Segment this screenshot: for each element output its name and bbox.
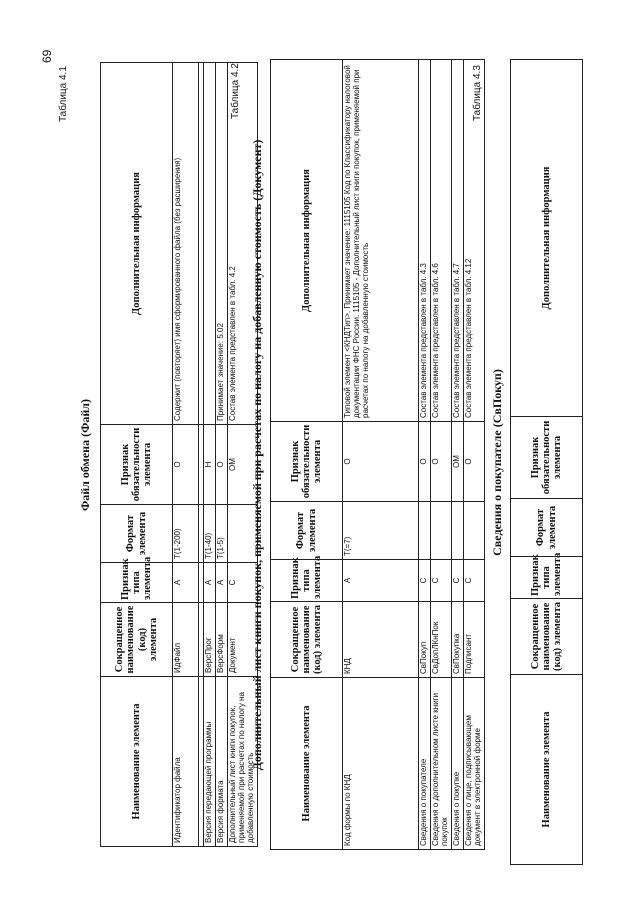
cell-name: Код формы по КНД	[343, 678, 419, 850]
header-element-format: Формат элемента	[271, 502, 343, 560]
cell-info	[204, 63, 216, 425]
table-header-row	[511, 60, 583, 865]
page-number: 69	[40, 49, 54, 63]
cell-name: Сведения о дополнительном листе книги покупок	[430, 678, 451, 850]
table-4-1-caption: Файл обмена (Файл)	[78, 398, 92, 512]
cell-type: С	[430, 560, 451, 602]
cell-required: О	[343, 422, 419, 502]
cell-code: КНД	[343, 602, 419, 678]
cell-required: О	[463, 422, 484, 502]
header-element-required: Признак обязательности элемента	[511, 417, 583, 499]
cell-type: С	[463, 560, 484, 602]
header-element-required: Признак обязательности элемента	[271, 422, 343, 502]
header-element-format: Формат элемента	[101, 505, 173, 563]
cell-type: А	[215, 563, 227, 603]
table-4-1	[100, 62, 258, 847]
header-element-format: Формат элемента	[511, 499, 583, 557]
cell-code: СвДопЛКнПок	[430, 602, 451, 678]
cell-required: О	[173, 425, 199, 505]
cell-format: Т(1-200)	[173, 505, 199, 563]
cell-type: С	[451, 560, 463, 602]
table-4-2-caption: Дополнительный лист книги покупок, применяемой при расчетах по налогу на добавленную стоимость (Документ)	[250, 139, 264, 771]
cell-name: Сведения о лице, подписывающем документ в электронной форме	[463, 678, 484, 850]
header-element-code: Сокращенное наименование (код) элемента	[511, 599, 583, 675]
cell-info: Типовой элемент <КНДТип>. Принимает значение: 1115105 Код по Классификатору налоговой документации ФНС России. 1115105 - Дополнительный лист книги покупок, применяемой при расчетах по налогу на добавленную стоимость	[343, 60, 419, 422]
header-additional-info: Дополнительная информация	[511, 60, 583, 417]
table-4-1-label: Таблица 4.1	[58, 66, 69, 122]
header-element-required: Признак обязательности элемента	[101, 425, 173, 505]
header-element-type: Признак типа элемента	[101, 563, 173, 603]
cell-name: Сведения о покупке	[451, 678, 463, 850]
header-element-type: Признак типа элемента	[511, 557, 583, 599]
table-row	[173, 63, 199, 847]
table-row	[204, 63, 216, 847]
cell-info: Состав элемента представлен в табл. 4.2	[227, 63, 257, 425]
cell-code: Подписант	[463, 602, 484, 678]
cell-type: С	[227, 563, 257, 603]
table-row	[463, 60, 484, 850]
cell-name: Дополнительный лист книги покупок, применяемой при расчетах по налогу на добавленную стоимость	[227, 677, 257, 847]
header-element-code: Сокращенное наименование (код) элемента	[101, 603, 173, 677]
table-row	[451, 60, 463, 850]
cell-required: ОМ	[227, 425, 257, 505]
cell-code: Документ	[227, 603, 257, 677]
cell-name: Версия передающей программы	[204, 677, 216, 847]
cell-code: СвПокуп	[419, 602, 431, 678]
header-additional-info: Дополнительная информация	[101, 63, 173, 425]
table-4-3-label: Таблица 4.3	[472, 65, 483, 121]
table-4-3-caption: Сведения о покупателе (СвПокуп)	[490, 369, 504, 556]
table-row	[343, 60, 419, 850]
cell-format	[463, 502, 484, 560]
cell-info: Состав элемента представлен в табл. 4.12	[463, 60, 484, 422]
cell-required: О	[430, 422, 451, 502]
cell-name: Идентификатор файла	[173, 677, 199, 847]
cell-code: ВерсФорм	[215, 603, 227, 677]
cell-format	[430, 502, 451, 560]
cell-required: Н	[204, 425, 216, 505]
cell-type: С	[419, 560, 431, 602]
table-header-row	[101, 63, 173, 847]
table-row	[215, 63, 227, 847]
cell-name: Сведения о покупателе	[419, 678, 431, 850]
cell-code: ВерсПрог	[204, 603, 216, 677]
cell-required: О	[215, 425, 227, 505]
header-element-type: Признак типа элемента	[271, 560, 343, 602]
cell-type: А	[204, 563, 216, 603]
table-header-row	[271, 60, 343, 850]
header-element-code: Сокращенное наименование (код) элемента	[271, 602, 343, 678]
cell-info: Содержит (повторяет) имя сформированного файла (без расширения)	[173, 63, 199, 425]
header-element-name: Наименование элемента	[271, 678, 343, 850]
table-row	[430, 60, 451, 850]
cell-name: Версия формата	[215, 677, 227, 847]
table-4-2-label: Таблица 4.2	[230, 63, 241, 119]
cell-type: А	[173, 563, 199, 603]
cell-code: ИдФайл	[173, 603, 199, 677]
cell-format: Т(1-40)	[204, 505, 216, 563]
cell-format: Т(=7)	[343, 502, 419, 560]
cell-info: Состав элемента представлен в табл. 4.7	[451, 60, 463, 422]
cell-format	[451, 502, 463, 560]
table-row	[419, 60, 431, 850]
header-element-name: Наименование элемента	[101, 677, 173, 847]
header-element-name: Наименование элемента	[511, 675, 583, 865]
cell-required: О	[419, 422, 431, 502]
cell-type: А	[343, 560, 419, 602]
cell-info: Состав элемента представлен в табл. 4.6	[430, 60, 451, 422]
table-4-2	[270, 59, 485, 850]
cell-code: СвПокупка	[451, 602, 463, 678]
cell-info: Состав элемента представлен в табл. 4.3	[419, 60, 431, 422]
cell-format: Т(1-5)	[215, 505, 227, 563]
cell-info: Принимает значение: 5.02	[215, 63, 227, 425]
cell-format	[419, 502, 431, 560]
cell-required: ОМ	[451, 422, 463, 502]
header-additional-info: Дополнительная информация	[271, 60, 343, 422]
table-4-3	[510, 59, 583, 865]
